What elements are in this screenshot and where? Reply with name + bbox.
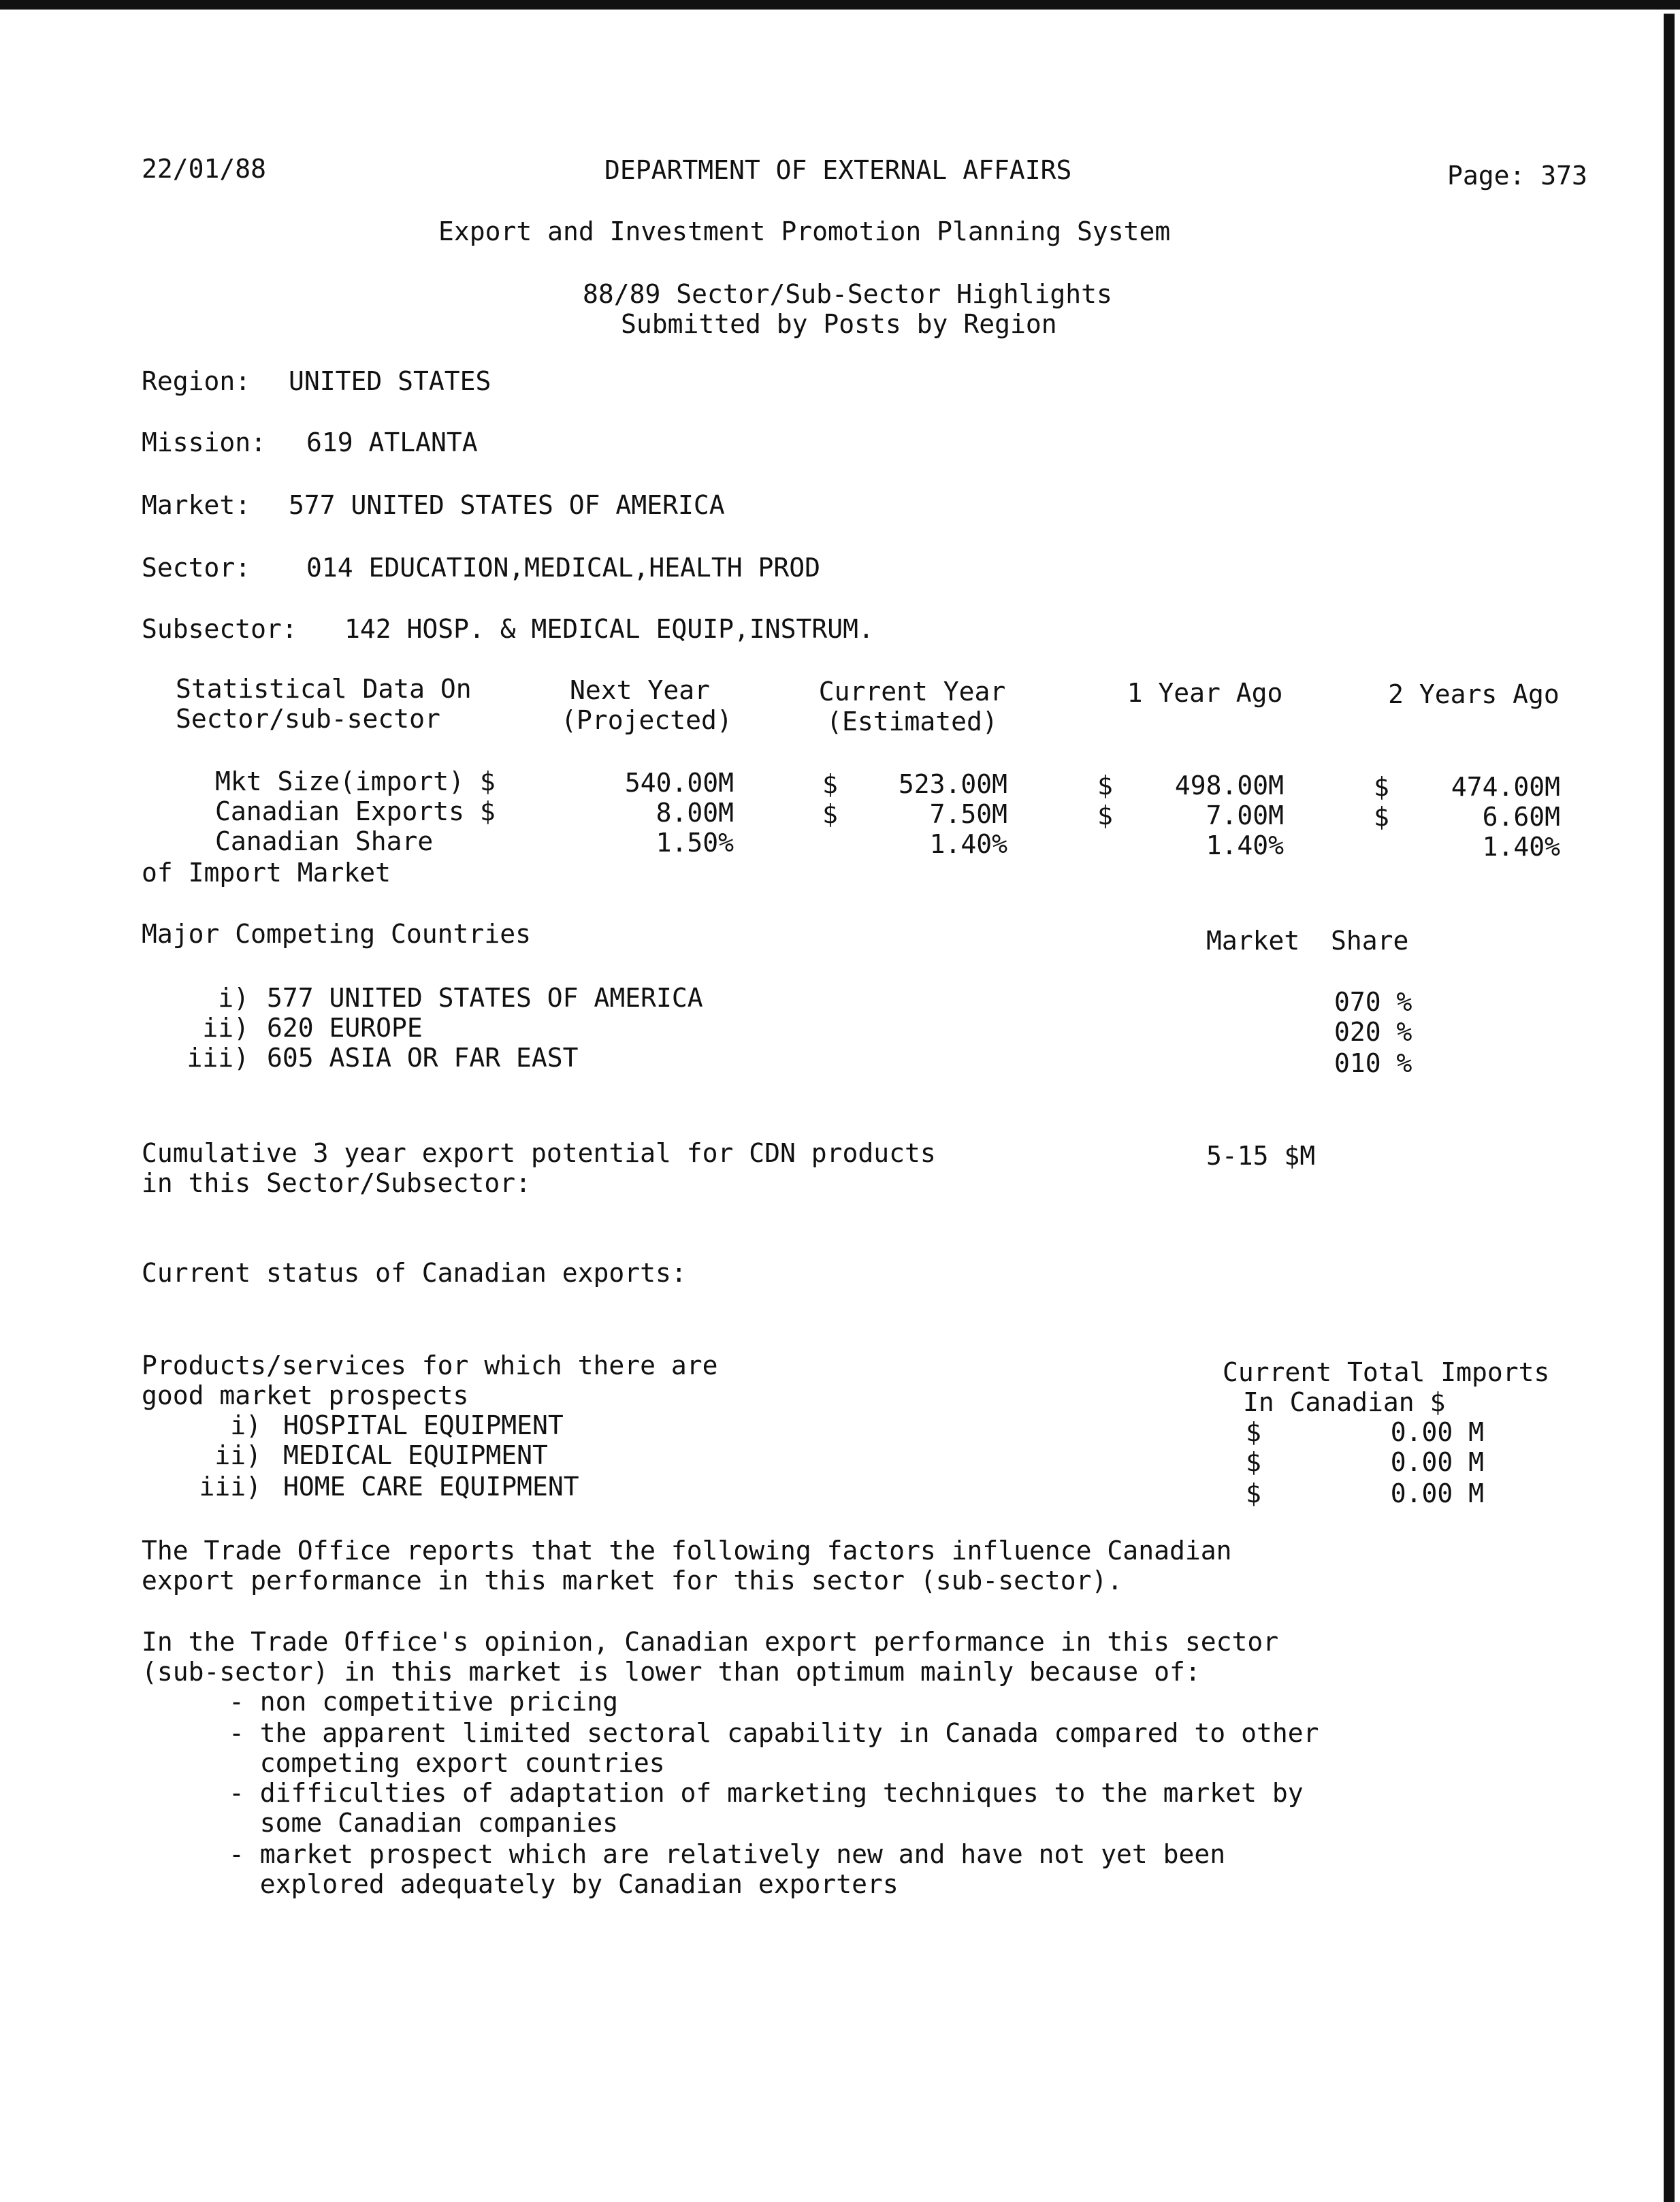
report-date: 22/01/88 bbox=[142, 154, 267, 184]
market-label: Market: bbox=[142, 490, 251, 520]
region-value: UNITED STATES bbox=[289, 366, 491, 396]
department-title: DEPARTMENT OF EXTERNAL AFFAIRS bbox=[604, 155, 1072, 185]
bullet-item: - difficulties of adaptation of marketing techniques to the market by bbox=[229, 1778, 1304, 1808]
item-number: iii) bbox=[199, 1472, 261, 1502]
bullet-item: - non competitive pricing bbox=[229, 1687, 618, 1717]
potential-value: 5-15 $M bbox=[1206, 1141, 1316, 1171]
stats-head-line2: Sector/sub-sector bbox=[176, 704, 440, 734]
scan-top-edge bbox=[0, 0, 1680, 10]
cell-next-year: 8.00M bbox=[656, 798, 734, 828]
country-name: 577 UNITED STATES OF AMERICA bbox=[267, 983, 703, 1013]
item-number: iii) bbox=[187, 1043, 249, 1073]
subsector-value: 142 HOSP. & MEDICAL EQUIP,INSTRUM. bbox=[344, 614, 874, 644]
page-number: Page: 373 bbox=[1447, 161, 1587, 191]
potential-line2: in this Sector/Subsector: bbox=[142, 1168, 531, 1198]
mission-value: 619 ATLANTA bbox=[306, 427, 478, 457]
opinion-line1: In the Trade Office's opinion, Canadian export performance in this sector bbox=[142, 1627, 1279, 1657]
scan-right-edge bbox=[1664, 14, 1675, 2202]
cell-1-year-ago: 498.00M bbox=[1174, 771, 1284, 800]
opinion-line2: (sub-sector) in this market is lower than optimum mainly because of: bbox=[142, 1657, 1201, 1687]
current-status-line: Current status of Canadian exports: bbox=[142, 1258, 687, 1288]
cell-1-year-ago: 7.00M bbox=[1206, 800, 1284, 830]
mission-label: Mission: bbox=[142, 427, 267, 457]
currency-symbol: $ bbox=[1097, 771, 1113, 800]
item-number: i) bbox=[230, 1410, 261, 1440]
item-number: ii) bbox=[214, 1440, 261, 1470]
market-value: 577 UNITED STATES OF AMERICA bbox=[289, 490, 725, 520]
bullet-item-continued: competing export countries bbox=[229, 1748, 665, 1778]
potential-line1: Cumulative 3 year export potential for CDN products bbox=[142, 1138, 936, 1168]
product-name: HOSPITAL EQUIPMENT bbox=[283, 1410, 564, 1440]
report-subtitle: Submitted by Posts by Region bbox=[621, 309, 1057, 339]
country-share: 070 % bbox=[1334, 987, 1412, 1017]
col-next-year-sub: (Projected) bbox=[561, 705, 732, 735]
country-name: 605 ASIA OR FAR EAST bbox=[267, 1043, 579, 1073]
cell-2-years-ago: 1.40% bbox=[1482, 832, 1560, 862]
competitors-heading: Major Competing Countries bbox=[142, 919, 531, 949]
report-title: 88/89 Sector/Sub-Sector Highlights bbox=[583, 279, 1112, 309]
prospects-line2: good market prospects bbox=[142, 1380, 469, 1410]
col-2-years-ago: 2 Years Ago bbox=[1388, 679, 1560, 709]
country-name: 620 EUROPE bbox=[267, 1013, 423, 1043]
product-name: HOME CARE EQUIPMENT bbox=[283, 1472, 579, 1502]
factors-line1: The Trade Office reports that the following factors influence Canadian bbox=[142, 1536, 1232, 1566]
region-label: Region: bbox=[142, 366, 251, 396]
stats-head-line1: Statistical Data On bbox=[176, 674, 472, 704]
col-current-year: Current Year bbox=[818, 677, 1006, 707]
col-current-year-sub: (Estimated) bbox=[826, 707, 998, 736]
col-next-year: Next Year bbox=[570, 675, 710, 705]
currency-symbol: $ bbox=[1097, 800, 1113, 830]
subsector-label: Subsector: bbox=[142, 614, 297, 644]
bullet-item-continued: some Canadian companies bbox=[229, 1808, 618, 1838]
cell-current-year: 1.40% bbox=[929, 829, 1007, 859]
country-share: 020 % bbox=[1334, 1017, 1412, 1047]
currency-symbol: $ bbox=[1246, 1447, 1261, 1477]
product-name: MEDICAL EQUIPMENT bbox=[283, 1440, 548, 1470]
currency-symbol: $ bbox=[1374, 802, 1389, 832]
imports-subheading: In Canadian $ bbox=[1243, 1387, 1446, 1417]
col-1-year-ago: 1 Year Ago bbox=[1127, 678, 1283, 708]
sector-label: Sector: bbox=[142, 553, 251, 583]
cell-1-year-ago: 1.40% bbox=[1206, 830, 1284, 860]
currency-symbol: $ bbox=[822, 769, 838, 799]
market-share-heading: Market Share bbox=[1206, 926, 1409, 956]
prospects-line1: Products/services for which there are bbox=[142, 1350, 718, 1380]
sector-value: 014 EDUCATION,MEDICAL,HEALTH PROD bbox=[306, 553, 820, 583]
cell-2-years-ago: 474.00M bbox=[1451, 772, 1560, 802]
cell-2-years-ago: 6.60M bbox=[1482, 802, 1560, 832]
factors-line2: export performance in this market for this sector (sub-sector). bbox=[142, 1566, 1123, 1596]
item-number: ii) bbox=[202, 1013, 249, 1043]
product-imports: 0.00 M bbox=[1390, 1478, 1484, 1508]
row-label: Canadian Share bbox=[215, 826, 434, 856]
cell-current-year: 523.00M bbox=[898, 769, 1007, 799]
cell-next-year: 540.00M bbox=[624, 768, 734, 798]
currency-symbol: $ bbox=[822, 799, 838, 829]
country-share: 010 % bbox=[1334, 1048, 1412, 1078]
system-title: Export and Investment Promotion Planning System bbox=[438, 216, 1171, 246]
currency-symbol: $ bbox=[1246, 1478, 1261, 1508]
item-number: i) bbox=[218, 983, 249, 1013]
bullet-item: - the apparent limited sectoral capability in Canada compared to other bbox=[229, 1718, 1319, 1748]
product-imports: 0.00 M bbox=[1390, 1447, 1484, 1477]
currency-symbol: $ bbox=[1246, 1417, 1261, 1447]
cell-current-year: 7.50M bbox=[929, 799, 1007, 829]
currency-symbol: $ bbox=[1374, 772, 1389, 802]
row-label: Canadian Exports $ bbox=[215, 796, 496, 826]
product-imports: 0.00 M bbox=[1390, 1417, 1484, 1447]
cell-next-year: 1.50% bbox=[656, 828, 734, 858]
bullet-item: - market prospect which are relatively new and have not yet been bbox=[229, 1839, 1226, 1869]
imports-heading: Current Total Imports bbox=[1223, 1357, 1550, 1387]
row-label: Mkt Size(import) $ bbox=[215, 766, 496, 796]
bullet-item-continued: explored adequately by Canadian exporters bbox=[229, 1869, 899, 1899]
share-suffix: of Import Market bbox=[142, 858, 391, 888]
